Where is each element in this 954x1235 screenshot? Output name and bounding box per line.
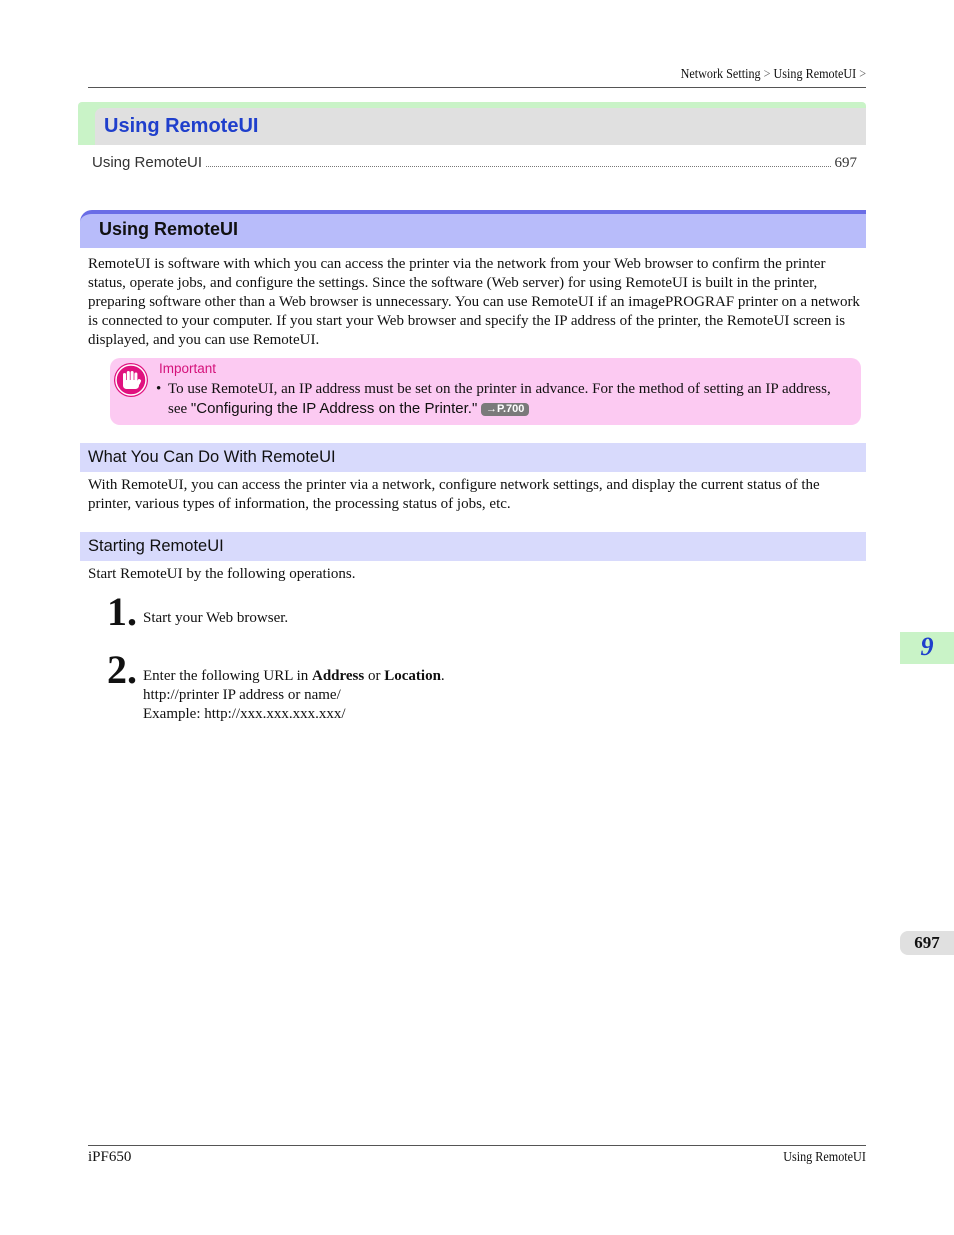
bullet-marker: • [156,381,162,397]
breadcrumb-item[interactable]: Using RemoteUI [773,66,857,81]
step-text: Start your Web browser. [143,610,289,626]
address-field-name: Address [312,668,365,684]
chapter-title: Using RemoteUI [104,115,259,137]
important-label: Important [159,361,217,376]
step-text: Enter the following URL in Address or Location. http://printer IP address or name/ Example: http://xxx.xxx.xxx.xxx/ [143,668,445,722]
breadcrumb-separator: > [859,66,866,81]
subsection-title: What You Can Do With RemoteUI [88,448,336,466]
footer-model: iPF650 [88,1149,132,1165]
ip-config-link[interactable]: "Configuring the IP Address on the Printer." [190,400,478,417]
step-number: 1. [107,589,137,634]
step-number: 2. [107,647,137,692]
subsection-text: Start RemoteUI by the following operations. [88,566,356,582]
section-title: Using RemoteUI [99,219,239,239]
toc-entry-label[interactable]: Using RemoteUI [92,154,203,171]
breadcrumb [680,66,866,82]
important-text: To use RemoteUI, an IP address must be set on the printer in advance. For the method of setting an IP address, see [168,381,831,417]
stop-hand-icon [114,363,148,397]
footer-section: Using RemoteUI [783,1149,866,1164]
section-intro: RemoteUI is software with which you can access the printer via the network from your Web browser to confirm the printer status, operate jobs, and configure the settings. Since the software (Web server) for using RemoteUI is built in the printer, preparing software other than a Web browser is unnecessary. You can use RemoteUI if an imagePROGRAF printer on a network is connected to your computer. If you start your Web browser and specify the IP address of the printer, the RemoteUI screen is displayed, and you can use RemoteUI. [88,256,860,348]
header-rule [88,87,866,88]
subsection-title: Starting RemoteUI [88,537,224,555]
footer-rule [88,1145,866,1146]
breadcrumb-item[interactable]: Network Setting [680,66,761,81]
page-number: 697 [914,933,940,952]
url-format: http://printer IP address or name/ [143,687,341,703]
url-example: Example: http://xxx.xxx.xxx.xxx/ [143,706,346,722]
subsection-text: With RemoteUI, you can access the printer via a network, configure network settings, and display the current status of the printer, various types of information, the processing status of jobs, etc. [88,477,820,512]
toc-leader-dots [206,156,830,167]
chapter-tab-number[interactable]: 9 [920,632,934,661]
important-item-text [168,380,844,419]
toc-entry[interactable] [92,154,857,172]
breadcrumb-separator: > [763,66,771,81]
page-ref-badge[interactable]: →P.700 [481,403,529,416]
toc-entry-page[interactable]: 697 [834,155,857,171]
location-field-name: Location [384,668,441,684]
